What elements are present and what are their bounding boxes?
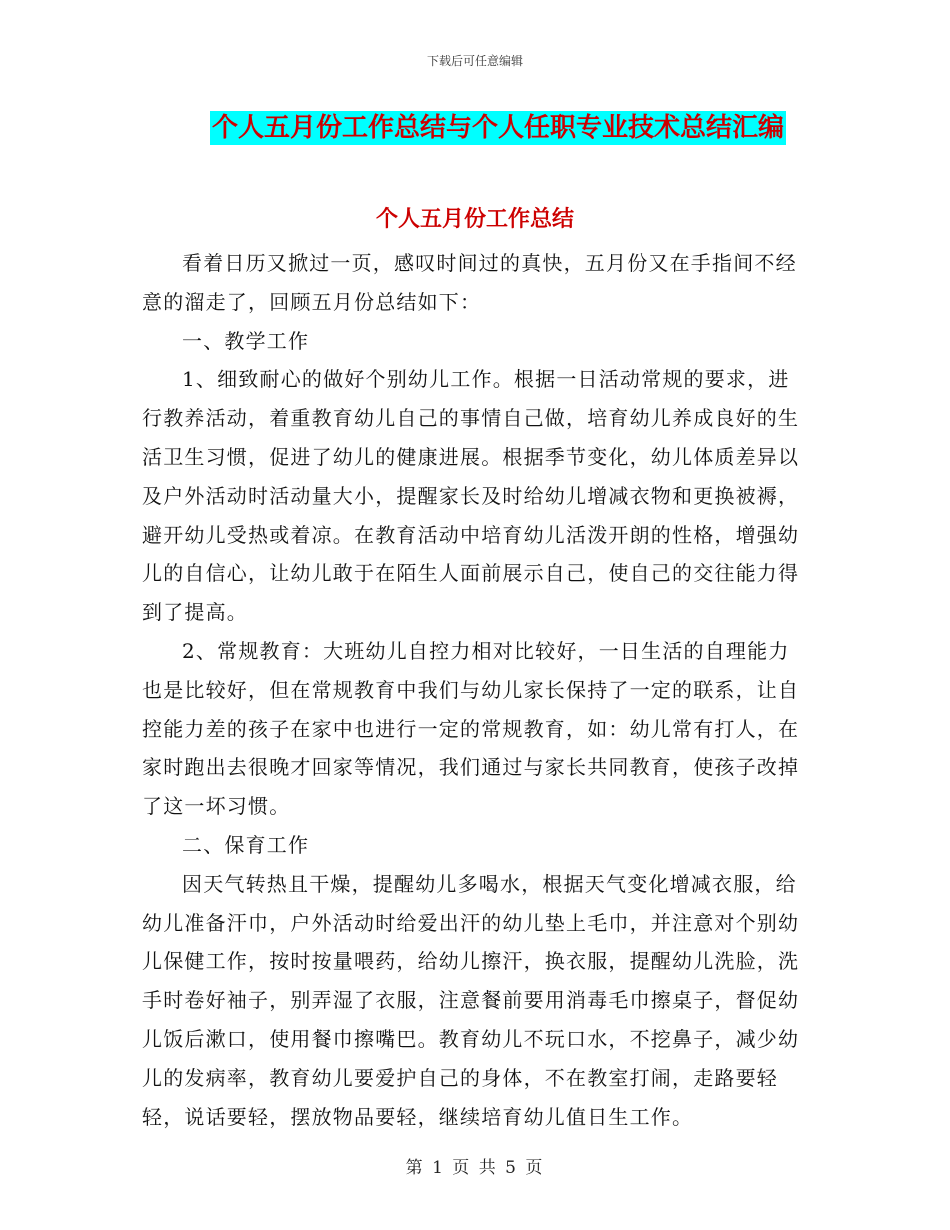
heading-care-work: 二、保育工作 [182, 832, 310, 857]
page-footer-number: 第 1 页 共 5 页 [405, 1158, 545, 1178]
section-title: 个人五月份工作总结 [375, 207, 574, 232]
page-header-note: 下载后可任意编辑 [426, 54, 523, 68]
document-body [142, 244, 810, 1136]
heading-teaching-work: 一、教学工作 [182, 328, 310, 353]
paragraph-individual-work: 1、细致耐心的做好个别幼儿工作。根据一日活动常规的要求，进行教养活动，着重教育幼儿自己的事情自己做，培育幼儿养成良好的生活卫生习惯，促进了幼儿的健康进展。根据季节变化，幼儿体质差异以及户外活动时活动量大小，提醒家长及时给幼儿增减衣物和更换被褥，避开幼儿受热或着凉。在教育活动中培育幼儿活泼开朗的性格，增强幼儿的自信心，让幼儿敢于在陌生人面前展示自己，使自己的交往能力得到了提高。 [142, 367, 800, 625]
paragraph-care-details: 因天气转热且干燥，提醒幼儿多喝水，根据天气变化增减衣服，给幼儿准备汗巾，户外活动时给爱出汗的幼儿垫上毛巾，并注意对个别幼儿保健工作，按时按量喂药，给幼儿擦汗，换衣服，提醒幼儿洗脸，洗手时卷好袖子，别弄湿了衣服，注意餐前要用消毒毛巾擦桌子，督促幼儿饭后漱口，使用餐巾擦嘴巴。教育幼儿不玩口水，不挖鼻子，减少幼儿的发病率，教育幼儿要爱护自己的身体，不在教室打闹，走路要轻轻，说话要轻，摆放物品要轻，继续培育幼儿值日生工作。 [142, 871, 800, 1129]
paragraph-intro: 看着日历又掀过一页，感叹时间过的真快，五月份又在手指间不经意的溜走了，回顾五月份总结如下： [142, 251, 797, 314]
document-title-container [0, 111, 950, 145]
document-title: 个人五月份工作总结与个人任职专业技术总结汇编 [211, 113, 784, 143]
paragraph-routine-education: 2、常规教育：大班幼儿自控力相对比较好，一日生活的自理能力也是比较好，但在常规教育中我们与幼儿家长保持了一定的联系，让自控能力差的孩子在家中也进行一定的常规教育，如：幼儿常有打人，在家时跑出去很晚才回家等情况，我们通过与家长共同教育，使孩子改掉了这一坏习惯。 [142, 638, 800, 819]
